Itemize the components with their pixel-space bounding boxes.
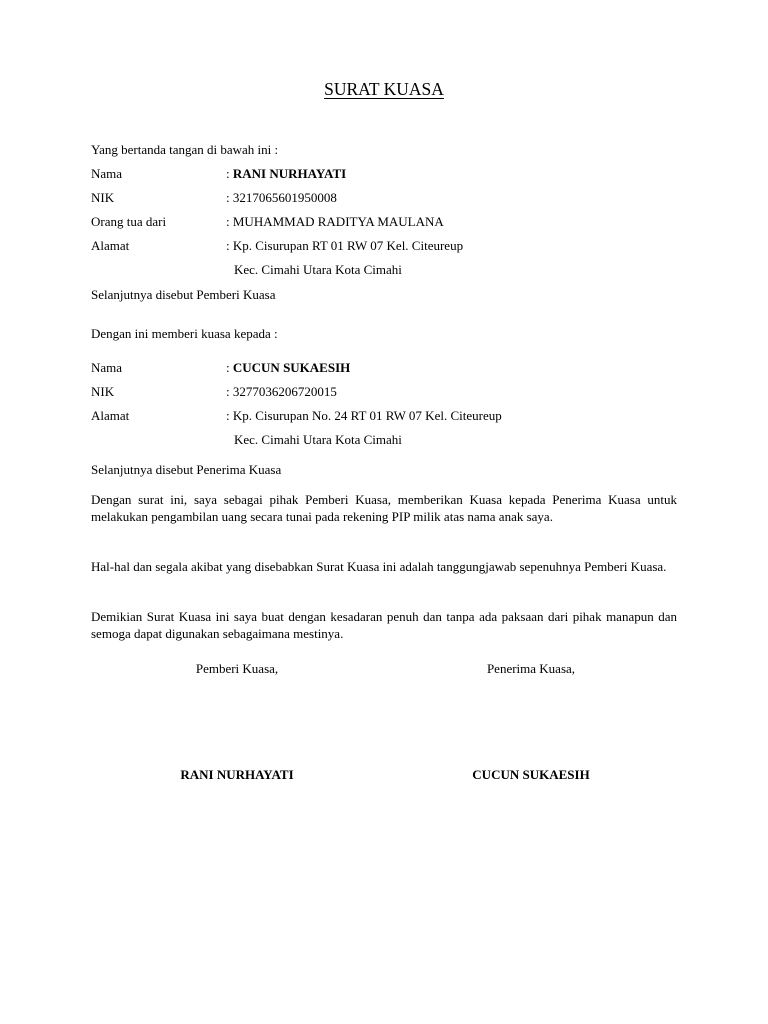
grantor-address-label: Alamat xyxy=(91,238,130,253)
grantee-name: CUCUN SUKAESIH xyxy=(232,360,351,375)
colon: : xyxy=(226,238,230,253)
grantee-signature-name: CUCUN SUKAESIH xyxy=(472,767,590,782)
grantee-address-value xyxy=(226,408,502,424)
grant-intro-text: Dengan ini memberi kuasa kepada : xyxy=(91,326,278,341)
grantor-address-line2: Kec. Cimahi Utara Kota Cimahi xyxy=(234,262,402,277)
colon: : xyxy=(226,190,230,205)
paragraph-responsibility: Hal-hal dan segala akibat yang disebabkan Surat Kuasa ini adalah tanggungjawab sepenuhnya Pemberi Kuasa. xyxy=(91,559,667,574)
grantor-designation: Selanjutnya disebut Pemberi Kuasa xyxy=(91,287,276,302)
grantor-name-label: Nama xyxy=(91,166,123,181)
intro-text: Yang bertanda tangan di bawah ini : xyxy=(91,142,279,157)
colon: : xyxy=(226,384,230,399)
grantee-address-label: Alamat xyxy=(91,408,130,423)
grantor-nik: 3217065601950008 xyxy=(232,190,337,205)
grantee-nik-value xyxy=(226,384,337,400)
colon: : xyxy=(226,214,230,229)
grantor-nik-label: NIK xyxy=(91,190,115,205)
paragraph-closing: Demikian Surat Kuasa ini saya buat dengan kesadaran penuh dan tanpa ada paksaan dari pihak manapun dan semoga dapat digunakan sebagaimana mestinya. xyxy=(91,609,677,641)
grantor-signature-label: Pemberi Kuasa, xyxy=(195,661,279,676)
grantee-designation: Selanjutnya disebut Penerima Kuasa xyxy=(91,462,282,477)
document-title: SURAT KUASA xyxy=(324,79,444,99)
grantor-nik-value xyxy=(226,190,337,206)
colon: : xyxy=(226,408,230,423)
grantor-address-line1: Kp. Cisurupan RT 01 RW 07 Kel. Citeureup xyxy=(232,238,464,253)
grantor-parent: MUHAMMAD RADITYA MAULANA xyxy=(232,214,444,229)
grantor-name: RANI NURHAYATI xyxy=(232,166,347,181)
colon: : xyxy=(226,360,230,375)
grantor-parent-label: Orang tua dari xyxy=(91,214,167,229)
grantee-name-label: Nama xyxy=(91,360,123,375)
grantee-nik: 3277036206720015 xyxy=(232,384,337,399)
grantor-name-value xyxy=(226,166,346,182)
grantee-name-value xyxy=(226,360,350,376)
grantee-address-line2: Kec. Cimahi Utara Kota Cimahi xyxy=(234,432,402,447)
grantor-parent-value xyxy=(226,214,444,230)
grantee-nik-label: NIK xyxy=(91,384,115,399)
paragraph-authorization: Dengan surat ini, saya sebagai pihak Pemberi Kuasa, memberikan Kuasa kepada Penerima Kuasa untuk melakukan pengambilan uang secara tunai pada rekening PIP milik atas nama anak saya. xyxy=(91,492,677,524)
grantor-address-value xyxy=(226,238,463,254)
grantor-signature-name: RANI NURHAYATI xyxy=(180,767,294,782)
colon: : xyxy=(226,166,230,181)
grantee-address-line1: Kp. Cisurupan No. 24 RT 01 RW 07 Kel. Citeureup xyxy=(232,408,502,423)
grantee-signature-label: Penerima Kuasa, xyxy=(486,661,576,676)
